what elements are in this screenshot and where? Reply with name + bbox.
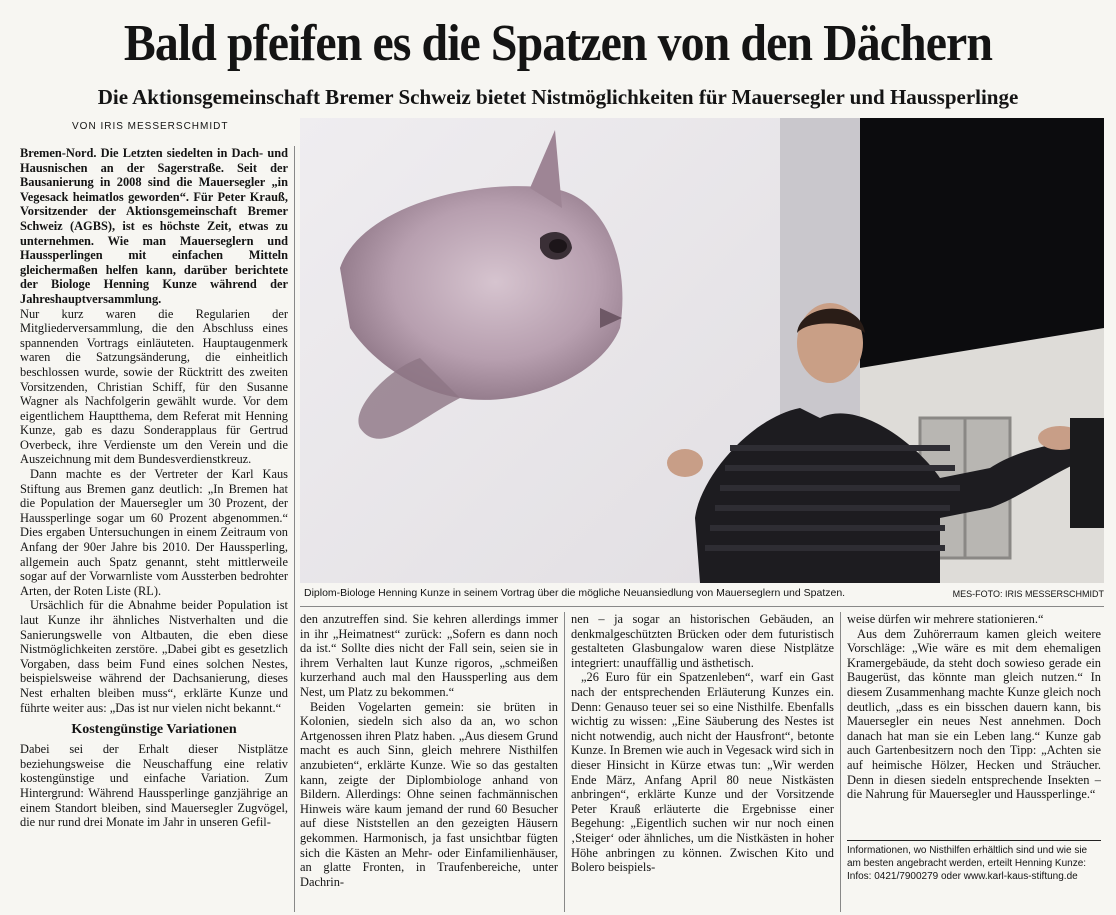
body-paragraph: den anzutreffen sind. Sie kehren allerdings immer in ihr „Heimatnest“ zurück: „Sofern es dann noch da ist.“ Sollte dies nicht der Fall sein, seien sie in ihrem Verhalten laut Kunze rigoros, „schmeißen kurzerhand auch mal den Haussperling aus dem Nest, um Platz zu bekommen.“ (300, 612, 558, 699)
column-divider (294, 146, 295, 912)
article-photo (300, 118, 1104, 583)
photo-caption (300, 586, 1104, 604)
article-column-4 (847, 612, 1101, 834)
body-paragraph: Nur kurz waren die Regularien der Mitgliederversammlung, die den Abschluss eines spannenden Vortrags einläuteten. Hauptaugenmerk waren die Satzungsänderung, die einheitlich beschlossen wurde, sowie der Rücktritt des zweiten Vorsitzenden, Christian Schiff, für den Susanne Wagner als Nachfolgerin gewählt wurde. Vor dem eigentlichem Hauptthema, dem Referat mit Henning Kunze, gab es dazu Sonderapplaus für Gertrud Overbeck, ihre Verdienste um den Verein und die Auszeichnung mit dem Bundesverdienstkreuz. (20, 306, 288, 467)
body-paragraph: Beiden Vogelarten gemein: sie brüten in Kolonien, siedeln sich also da an, wo schon Artgenossen ihren Platz haben. „Aus diesem Grund macht es auch Sinn, gleich mehrere Nisthilfen anzubieten“, erklärte Kunze. Wie so das gestalten kann, zeigte der Diplombiologe anhand von Bildern. Allerdings: Ohne seinen fachmännischen Hinweis wäre kaum jemand der rund 60 Besucher auf diese Niststellen an den gezeigten Häusern gekommen. Harmonisch, ja fast unsichtbar fügten sich die Kästen an Mehr- oder Einfamilienhäuser, an glatte Fronten, in Traufenbereiche, unter Dachrin- (300, 699, 558, 889)
subheadline: Die Aktionsgemeinschaft Bremer Schweiz bietet Nistmöglichkeiten für Mauersegler und Haussperlinge (97, 85, 1019, 109)
body-paragraph: Aus dem Zuhörerraum kamen gleich weitere Vorschläge: „Wie wäre es mit dem ehemaligen Kramergebäude, da steht doch sowieso gerade ein Baugerüst, das könnte man gleich nutzen.“ In diesem Zusammenhang machte Kunze gleich noch deutlich, „dass es ein bisschen dauern kann, bis Mauersegler ein neues Nest annehmen. Doch danach hat man sie ein Leben lang.“ Kunze gab auch Gartenbesitzern noch den Tipp: „Achten sie auf heimische Hölzer, Hecken und Sträucher. Denn in diesen siedeln entsprechende Insekten – die Nahrung für Mauersegler und Haussperlinge.“ (847, 626, 1101, 802)
caption-text: Diplom-Biologe Henning Kunze in seinem Vortrag über die mögliche Neuansiedlung von Mauerseglern und Spatzen. (304, 587, 846, 599)
byline: VON IRIS MESSERSCHMIDT (72, 121, 229, 132)
body-paragraph: weise dürfen wir mehrere stationieren.“ (847, 612, 1044, 626)
body-paragraph: Ursächlich für die Abnahme beider Population ist laut Kunze ihr ähnliches Nistverhalten und die Sanierungswelle von Altbauten, die eben diese Nistmöglichkeiten zerstöre. „Dabei gibt es gesetzlich Vorgaben, dass beim Fund eines solchen Nestes, beispielsweise während der Dachsanierung, dieses Nest erhalten bleiben muss“, erklärte Kunze und führte weiter aus: „Das ist nur vielen nicht bekannt.“ (20, 598, 288, 715)
body-paragraph: nen – ja sogar an historischen Gebäuden, an denkmalgeschützten Brücken oder dem futuristisch gestalteten Glasbungalow waren diese Nistplätze integriert: unauffällig und ästhetisch. (571, 612, 834, 670)
article-column-3 (571, 612, 834, 912)
article-column-1 (20, 146, 288, 912)
column-divider (564, 612, 565, 912)
column-divider (840, 612, 841, 912)
headline: Bald pfeifen es die Spatzen von den Dächern (123, 15, 993, 72)
body-paragraph: Dann machte es der Vertreter der Karl Kaus Stiftung aus Bremen ganz deutlich: „In Bremen hat die Population der Mauersegler um 30 Prozent, der Haussperlinge sogar um 60 Prozent abgenommen.“ Dies ergaben Untersuchungen in einem Zeitraum von Anfang der 90er Jahre bis 2010. Der Haussperling, allgemein auch Spatz genannt, steht mittlerweile sogar auf der Vorwarnliste vom Aussterben bedrohter Arten, der Roten Liste (RL). (20, 467, 288, 598)
photo-illustration (300, 118, 1104, 583)
info-box: Informationen, wo Nisthilfen erhältlich sind und wie sie am besten angebracht werden, erteilt Henning Kunze: Infos: 0421/7900279 oder www.karl-kaus-stiftung.de (847, 840, 1101, 883)
article-column-2 (300, 612, 558, 912)
lead-paragraph: Bremen-Nord. Die Letzten siedelten in Dach- und Hausnischen an der Sagerstraße. Seit der Bausanierung in 2008 sind die Mauersegler „in Vegesack heimatlos geworden“. Für Peter Krauß, Vorsitzender der Aktionsgemeinschaft Bremer Schweiz (AGBS), ist es höchste Zeit, etwas zu unternehmen. Wie man Mauerseglern und Haussperlingen mit einfachen Mitteln gleichermaßen helfen kann, darüber berichtete der Biologe Henning Kunze während der Jahreshauptversammlung. (20, 146, 288, 306)
caption-divider (300, 606, 1104, 607)
section-subheading: Kostengünstige Variationen (71, 722, 237, 738)
body-paragraph: Dabei sei der Erhalt dieser Nistplätze beziehungsweise die Neuschaffung eine relativ kostengünstige und einfache Variation. Zum Hintergrund: Während Haussperlinge ganzjährige an einem Standort bleiben, sind Mauersegler Zugvögel, die nur rund drei Monate im Jahr in unseren Gefil- (20, 742, 288, 830)
body-paragraph: „26 Euro für ein Spatzenleben“, warf ein Gast nach der entsprechenden Erläuterung Kunzes ein. Denn: Genauso teuer sei so eine Nisthilfe. Ebenfalls wichtig zu wissen: „Eine Säuberung des Nestes ist nicht notwendig, auch nicht der Hausfront“, betonte Kunze. In Bremen wie auch in Vegesack wird sich in dieser Hinsicht in Kürze etwas tun: „Wir werden Ende März, Anfang April 80 neue Nistkästen anbringen“, erklärte Kunze und der Vorsitzende Peter Krauß erläuterte die Ergebnisse einer Begehung: „Eigentlich suchen wir nur noch einen ‚Steiger‘ oder ähnliches, um die Nistkästen in hoher Höhe anbringen zu können. Zwischen Kito und Bolero beispiels- (571, 670, 834, 875)
photo-credit: MES-FOTO: IRIS MESSERSCHMIDT (952, 589, 1104, 599)
